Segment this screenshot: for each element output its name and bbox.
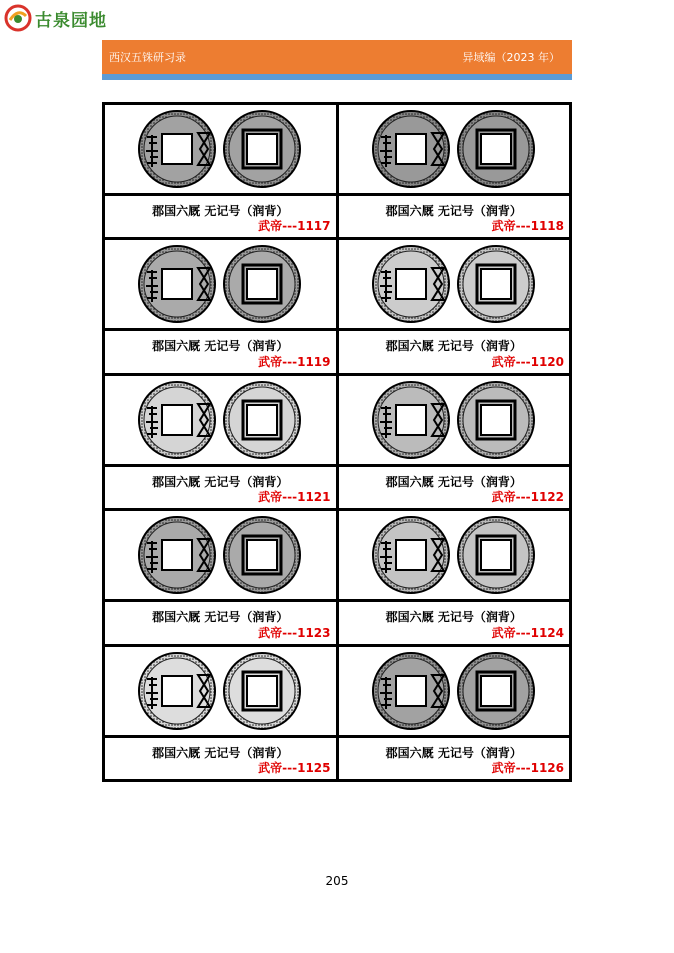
coin-reverse — [458, 653, 534, 729]
coin-title: 郡国六厩 无记号（润背） — [152, 610, 289, 625]
coin-title: 郡国六厩 无记号（润背） — [385, 610, 522, 625]
coin-pair-image — [135, 513, 305, 597]
coin-title: 郡国六厩 无记号（润背） — [385, 745, 522, 760]
coin-reverse — [224, 382, 300, 458]
coin-caption — [339, 467, 570, 508]
coin-title: 郡国六厩 无记号（润背） — [385, 204, 522, 218]
coin-reverse — [224, 111, 300, 187]
coin-caption — [105, 196, 336, 237]
coin-cell — [339, 376, 570, 508]
coin-pair-image — [135, 378, 305, 462]
coin-pair-image — [369, 242, 539, 326]
coin-cell — [105, 376, 336, 508]
coin-image-area — [105, 647, 336, 738]
coin-caption — [105, 467, 336, 508]
coin-reverse — [458, 517, 534, 593]
coin-cell — [105, 240, 336, 372]
coin-title: 郡国六厩 无记号（润背） — [152, 745, 289, 760]
coin-title: 郡国六厩 无记号（润背） — [385, 474, 522, 489]
coin-image-area — [339, 647, 570, 738]
coin-image-area — [105, 240, 336, 331]
page-number: 205 — [325, 874, 349, 888]
coin-caption — [105, 738, 336, 779]
coin-caption — [339, 738, 570, 779]
coin-obverse — [139, 111, 215, 187]
header-stripe — [102, 74, 572, 80]
coin-catalog-number: 武帝---1125 — [258, 760, 331, 775]
coin-obverse — [139, 246, 215, 322]
coin-grid — [102, 102, 572, 782]
coin-catalog-number: 武帝---1119 — [258, 354, 331, 369]
logo-text: 古泉园地 — [35, 10, 107, 31]
coin-obverse — [373, 653, 449, 729]
coin-pair-image — [135, 242, 305, 326]
coin-cell — [105, 511, 336, 643]
coin-pair-image — [369, 513, 539, 597]
header-volume-title: 异域编（2023 年） — [462, 51, 560, 64]
coin-image-area — [339, 240, 570, 331]
coin-pair-image — [135, 107, 305, 191]
coin-cell — [339, 511, 570, 643]
coin-obverse — [139, 382, 215, 458]
site-logo — [4, 4, 107, 32]
coin-caption — [105, 331, 336, 372]
coin-catalog-number: 武帝---1122 — [491, 490, 564, 505]
coin-caption — [339, 331, 570, 372]
page-header — [102, 40, 572, 74]
coin-image-area — [105, 105, 336, 196]
coin-image-area — [339, 105, 570, 196]
coin-obverse — [373, 111, 449, 187]
coin-image-area — [105, 376, 336, 467]
coin-title: 郡国六厩 无记号（润背） — [152, 204, 289, 218]
coin-cell — [339, 240, 570, 372]
logo-swirl-icon — [4, 4, 32, 32]
coin-cell — [105, 647, 336, 779]
coin-cell — [105, 105, 336, 237]
coin-caption — [339, 196, 570, 237]
coin-catalog-number: 武帝---1121 — [258, 490, 331, 505]
coin-obverse — [373, 382, 449, 458]
coin-caption — [105, 602, 336, 643]
coin-pair-image — [369, 649, 539, 733]
coin-reverse — [224, 653, 300, 729]
coin-image-area — [105, 511, 336, 602]
coin-pair-image — [369, 107, 539, 191]
coin-obverse — [139, 517, 215, 593]
coin-reverse — [224, 246, 300, 322]
coin-reverse — [458, 246, 534, 322]
coin-catalog-number: 武帝---1117 — [258, 219, 331, 234]
coin-obverse — [139, 653, 215, 729]
coin-title: 郡国六厩 无记号（润背） — [152, 474, 289, 489]
coin-image-area — [339, 376, 570, 467]
coin-obverse — [373, 246, 449, 322]
coin-reverse — [224, 517, 300, 593]
coin-title: 郡国六厩 无记号（润背） — [152, 339, 289, 354]
coin-pair-image — [369, 378, 539, 462]
coin-title: 郡国六厩 无记号（润背） — [385, 339, 522, 354]
coin-catalog-number: 武帝---1118 — [491, 219, 564, 234]
coin-pair-image — [135, 649, 305, 733]
coin-catalog-number: 武帝---1124 — [491, 625, 564, 640]
coin-image-area — [339, 511, 570, 602]
coin-caption — [339, 602, 570, 643]
coin-catalog-number: 武帝---1123 — [258, 625, 331, 640]
coin-reverse — [458, 111, 534, 187]
coin-cell — [339, 105, 570, 237]
coin-catalog-number: 武帝---1120 — [491, 354, 564, 369]
coin-reverse — [458, 382, 534, 458]
header-book-title: 西汉五铢研习录 — [109, 51, 186, 64]
coin-cell — [339, 647, 570, 779]
coin-obverse — [373, 517, 449, 593]
coin-catalog-number: 武帝---1126 — [491, 760, 564, 775]
